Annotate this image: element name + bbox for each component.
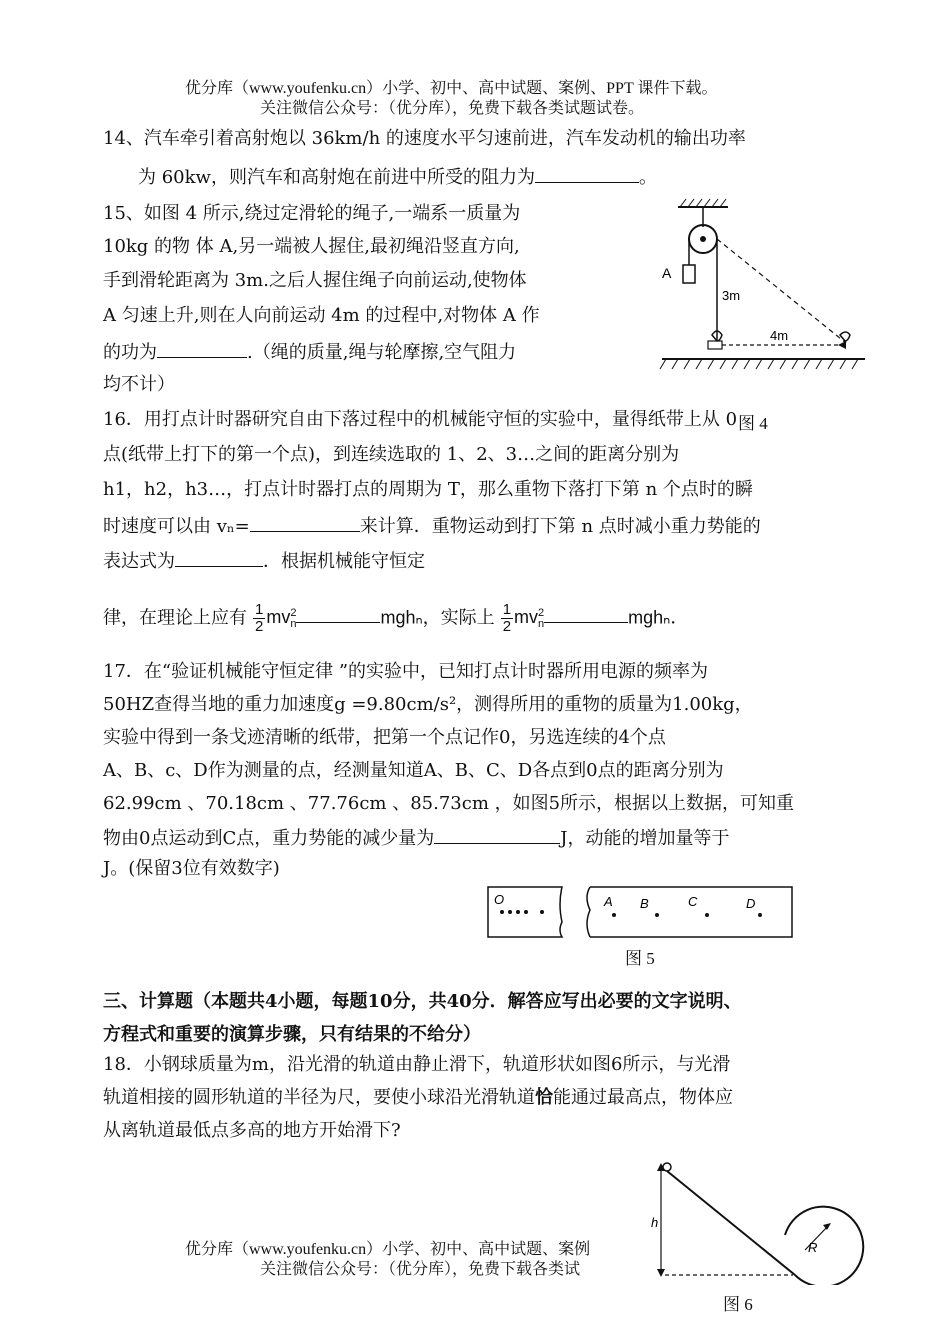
q18-text-c: 能通过最高点，物体应 <box>553 1087 733 1108</box>
q15-line-3: 手到滑轮距离为 3m.之后人握住绳子向前运动,使物体 <box>103 270 527 291</box>
footer-line-1: 优分库（www.youfenku.cn）小学、初中、高中试题、案例 <box>185 1241 591 1258</box>
mv-text: mv <box>514 607 539 628</box>
q16-line-6 <box>103 602 688 635</box>
q16-line-3: h1，h2，h3…，打点计时器打点的周期为 T，那么重物下落打下第 n 个点时的瞬 <box>103 479 753 500</box>
fig4-label-3m: 3m <box>722 288 741 303</box>
q14-line-2 <box>138 165 657 189</box>
footer-line-2: 关注微信公众号：（优分库），免费下载各类试 <box>260 1261 581 1278</box>
q15-answer-blank <box>157 340 247 358</box>
section-3-line-1: 三、计算题（本题共4小题，每题10分，共40分．解答应写出必要的文字说明、 <box>103 991 742 1012</box>
q14-text: 为 60kw，则汽车和高射炮在前进中所受的阻力为 <box>138 167 535 188</box>
q14-line-1: 14、汽车牵引着高射炮以 36km/h 的速度水平匀速前进，汽车发动机的输出功率 <box>103 128 746 149</box>
q15-text-a: 的功为 <box>103 342 157 363</box>
mv-sup: 2 <box>538 606 545 619</box>
fig5-label-d: D <box>746 896 756 911</box>
q16-text-f: mghₙ，实际上 <box>380 607 495 628</box>
q15-text-b: .（绳的质量,绳与轮摩擦,空气阻力 <box>247 342 517 363</box>
q18-line-2 <box>103 1087 733 1109</box>
q16-text-b: 来计算．重物运动到打下第 n 点时减小重力势能的 <box>359 516 761 537</box>
q16-text-c: 表达式为 <box>103 551 175 572</box>
q14-end: 。 <box>638 167 657 188</box>
q18-line-3: 从离轨道最低点多高的地方开始滑下? <box>103 1120 401 1141</box>
q16-line-5 <box>103 549 425 573</box>
fig5-caption: 图 5 <box>625 949 655 968</box>
q16-line-4 <box>103 514 761 538</box>
q16-text-g: mghₙ． <box>628 607 689 628</box>
q15-line-5 <box>103 340 516 364</box>
q15-line-1: 15、如图 4 所示,绕过定滑轮的绳子,一端系一质量为 <box>103 203 521 224</box>
q16-line-1: 16．用打点计时器研究自由下落过程中的机械能守恒的实验中，量得纸带上从 0 <box>103 409 738 430</box>
q17-text-b: J，动能的增加量等于 <box>560 828 730 849</box>
q17-line-4: A、B、c、D作为测量的点，经测量知道A、B、C、D各点到0点的距离分别为 <box>103 760 724 781</box>
fig6-caption: 图 6 <box>723 1295 753 1314</box>
figure-4 <box>650 195 880 385</box>
q18-text-b: 恰 <box>535 1087 553 1108</box>
frac-num: 1 <box>255 601 264 618</box>
q17-line-3: 实验中得到一条戈迹清晰的纸带，把第一个点记作0，另选连续的4个点 <box>103 727 666 748</box>
figure-6 <box>645 1155 865 1285</box>
q17-line-2: 50HZ查得当地的重力加速度g =9.80cm/s²，测得所用的重物的质量为1.00kg， <box>103 694 753 715</box>
mv-sup: 2 <box>290 606 297 619</box>
fig4-caption: 图 4 <box>738 414 768 433</box>
fig5-label-o: O <box>494 892 505 907</box>
q16-fraction-1 <box>253 602 265 635</box>
q14-answer-blank <box>535 165 639 183</box>
figure-5 <box>480 882 800 942</box>
frac-den: 2 <box>255 618 264 635</box>
q15-line-4: A 匀速上升,则在人向前运动 4m 的过程中,对物体 A 作 <box>103 305 540 326</box>
section-3-line-2: 方程式和重要的演算步骤，只有结果的不给分） <box>103 1024 481 1045</box>
fig5-label-a: A <box>604 894 613 909</box>
q18-text-a: 轨道相接的圆形轨道的半径为尺，要使小球沿光滑轨道 <box>103 1087 535 1108</box>
q18-line-1: 18．小钢球质量为m，沿光滑的轨道由静止滑下，轨道形状如图6所示，与光滑 <box>103 1054 731 1075</box>
q16-text-d: ．根据机械能守恒定 <box>263 551 425 572</box>
q16-line-2: 点(纸带上打下的第一个点)，到连续选取的 1、2、3…之间的距离分别为 <box>103 444 680 465</box>
q16-fraction-2 <box>501 602 513 635</box>
q17-line-5: 62.99cm 、70.18cm 、77.76cm 、85.73cm ，如图5所示，根据以上数据，可知重 <box>103 793 795 814</box>
q16-text-e: 律，在理论上应有 <box>103 607 247 628</box>
mv-term-1 <box>266 606 297 630</box>
q17-potential-blank <box>434 826 560 844</box>
mv-term-2 <box>514 606 545 630</box>
mv-sub: n <box>290 617 297 630</box>
frac-num: 1 <box>502 601 512 618</box>
q16-velocity-blank <box>250 514 360 532</box>
q17-line-6 <box>103 826 729 850</box>
q15-line-6: 均不计） <box>103 374 175 395</box>
mv-text: mv <box>266 607 291 628</box>
frac-den: 2 <box>502 618 512 635</box>
q17-line-1: 17．在“验证机械能守恒定律 ”的实验中，已知打点计时器所用电源的频率为 <box>103 661 709 682</box>
mv-sub: n <box>538 617 545 630</box>
q17-text-a: 物由0点运动到C点，重力势能的减少量为 <box>103 828 435 849</box>
header-line-2: 关注微信公众号：（优分库），免费下载各类试题试卷。 <box>260 100 645 117</box>
q16-actual-blank <box>544 605 628 623</box>
fig4-label-4m: 4m <box>770 328 789 343</box>
fig5-label-b: B <box>640 896 649 911</box>
q15-line-2: 10kg 的物 体 A,另一端被人握住,最初绳沿竖直方向, <box>103 236 520 257</box>
q17-line-7: J。(保留3位有效数字) <box>103 858 280 879</box>
fig6-label-h: h <box>651 1215 659 1230</box>
fig6-label-r: R <box>808 1240 818 1255</box>
fig5-label-c: C <box>688 894 698 909</box>
q16-text-a: 时速度可以由 vₙ= <box>103 516 250 537</box>
header-line-1: 优分库（www.youfenku.cn）小学、初中、高中试题、案例、PPT 课件下载。 <box>185 80 718 97</box>
q16-theory-blank <box>296 605 380 623</box>
fig4-label-a: A <box>662 265 672 281</box>
q16-potential-blank <box>175 549 263 567</box>
